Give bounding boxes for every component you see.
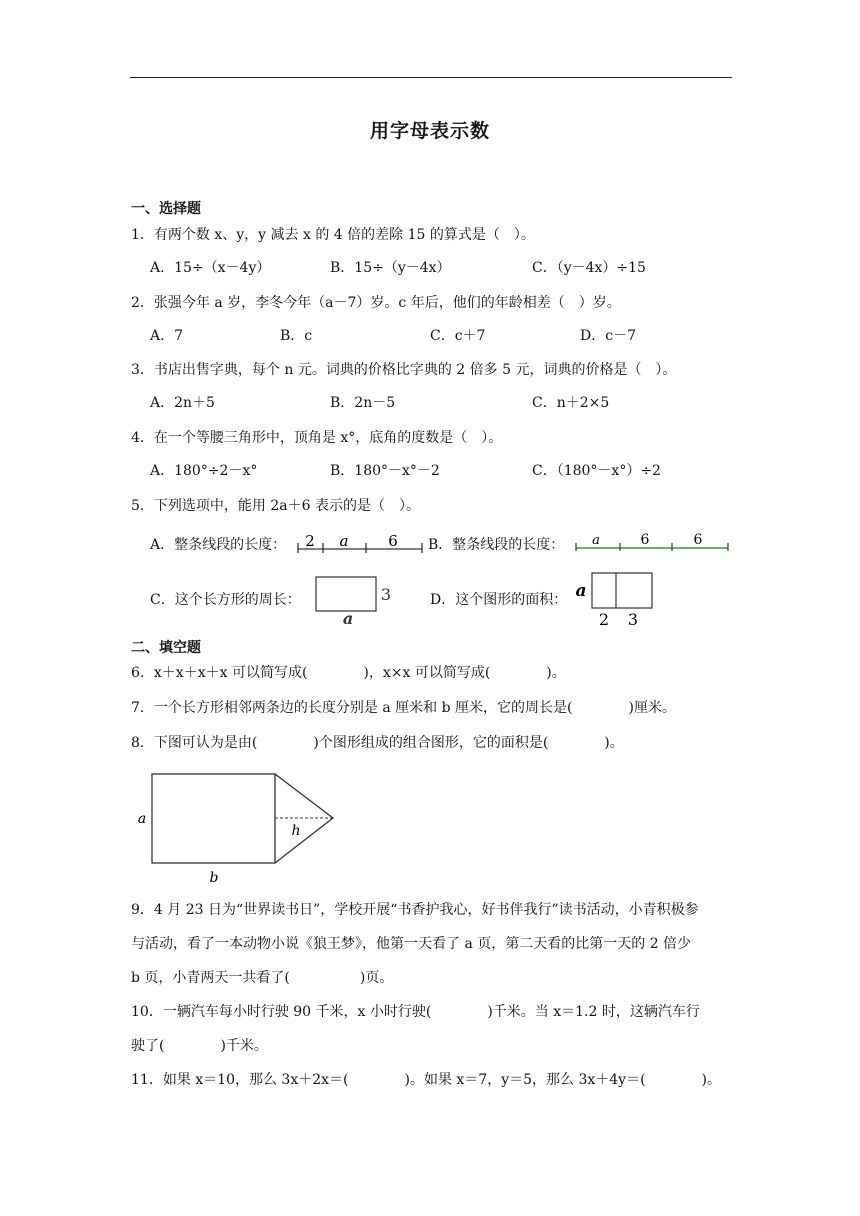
question-2-option-a: A．7 xyxy=(150,328,184,344)
question-10-line-2: 驶了( )千米。 xyxy=(131,1038,268,1054)
question-3-stem: 3．书店出售字典，每个 n 元。词典的价格比字典的 2 倍多 5 元，词典的价格是（ ）。 xyxy=(131,362,677,378)
question-1-option-b: B．15÷（y－4x） xyxy=(330,260,451,276)
segment-a-label-3: 6 xyxy=(388,532,398,550)
question-3-option-b: B．2n－5 xyxy=(330,395,396,411)
page-title: 用字母表示数 xyxy=(369,120,490,142)
question-5-option-d: D．这个图形的面积： xyxy=(430,592,568,608)
question-1-option-a: A．15÷（x－4y） xyxy=(150,260,271,276)
question-4-option-b: B．180°－x°－2 xyxy=(330,463,440,479)
section-fill-heading: 二、填空题 xyxy=(131,640,201,656)
question-5-option-c: C．这个长方形的周长： xyxy=(150,592,301,608)
composite-height-label: a xyxy=(137,811,147,827)
question-6: 6．x＋x＋x＋x 可以简写成( )，x×x 可以简写成( )。 xyxy=(131,665,566,681)
question-11: 11．如果 x＝10，那么 3x＋2x＝( )。如果 x＝7，y＝5，那么 3x＋4y＝( )。 xyxy=(131,1072,722,1088)
area-d-height-label: a xyxy=(575,581,587,601)
composite-triangle-height-label: h xyxy=(291,823,301,839)
rectangle-c-side-label: 3 xyxy=(380,585,392,604)
composite-base-label: b xyxy=(209,870,219,886)
segment-a-label-1: 2 xyxy=(305,532,315,550)
question-9-line-3: b 页，小青两天一共看了( )页。 xyxy=(131,970,394,986)
question-10-line-1: 10．一辆汽车每小时行驶 90 千米，x 小时行驶( )千米。当 x＝1.2 时，这辆汽车行 xyxy=(131,1004,700,1020)
question-9-line-1: 9．4 月 23 日为“世界读书日”，学校开展“书香护我心，好书伴我行”读书活动，小青积极参 xyxy=(131,902,699,918)
segment-figure-a xyxy=(296,530,426,554)
question-3-option-c: C．n＋2×5 xyxy=(532,395,610,411)
question-9-line-2: 与活动，看了一本动物小说《狼王梦》，他第一天看了 a 页，第二天看的比第一天的 2 倍少 xyxy=(131,936,692,952)
question-4-option-c: C．（180°－x°）÷2 xyxy=(532,463,661,479)
segment-b-label-3: 6 xyxy=(693,532,703,548)
segment-b-label-2: 6 xyxy=(640,532,650,548)
rectangle-figure-c xyxy=(312,572,396,628)
segment-b-label-1: a xyxy=(592,533,600,548)
area-d-width-label-2: 3 xyxy=(627,610,639,629)
composite-figure xyxy=(132,768,342,886)
question-8-stem: 8．下图可认为是由( )个图形组成的组合图形，它的面积是( )。 xyxy=(131,735,624,751)
header-rule xyxy=(130,77,732,78)
question-2-option-b: B．c xyxy=(280,328,313,344)
segment-a-label-2: a xyxy=(339,532,349,550)
area-d-width-label-1: 2 xyxy=(598,610,610,629)
question-1-option-c: C．（y－4x）÷15 xyxy=(532,260,646,276)
question-5-stem: 5．下列选项中，能用 2a＋6 表示的是（ ）。 xyxy=(131,498,420,514)
question-2-option-d: D．c－7 xyxy=(580,328,636,344)
question-2-stem: 2．张强今年 a 岁，李冬今年（a－7）岁。c 年后，他们的年龄相差（ ）岁。 xyxy=(131,295,621,311)
segment-figure-b xyxy=(574,530,730,554)
question-3-option-a: A．2n＋5 xyxy=(150,395,215,411)
question-5-option-a: A．整条线段的长度： xyxy=(150,537,287,553)
rectangle-c-base-label: a xyxy=(342,609,354,628)
question-7: 7．一个长方形相邻两条边的长度分别是 a 厘米和 b 厘米，它的周长是( )厘米。 xyxy=(131,700,676,716)
question-1-stem: 1．有两个数 x、y，y 减去 x 的 4 倍的差除 15 的算式是（ ）。 xyxy=(131,227,535,243)
question-4-stem: 4．在一个等腰三角形中，顶角是 x°，底角的度数是（ ）。 xyxy=(131,430,503,446)
question-4-option-a: A．180°÷2－x° xyxy=(150,463,258,479)
question-5-option-b: B．整条线段的长度： xyxy=(428,537,565,553)
area-figure-d xyxy=(572,570,658,630)
question-2-option-c: C．c＋7 xyxy=(430,328,486,344)
section-choice-heading: 一、选择题 xyxy=(131,201,201,217)
